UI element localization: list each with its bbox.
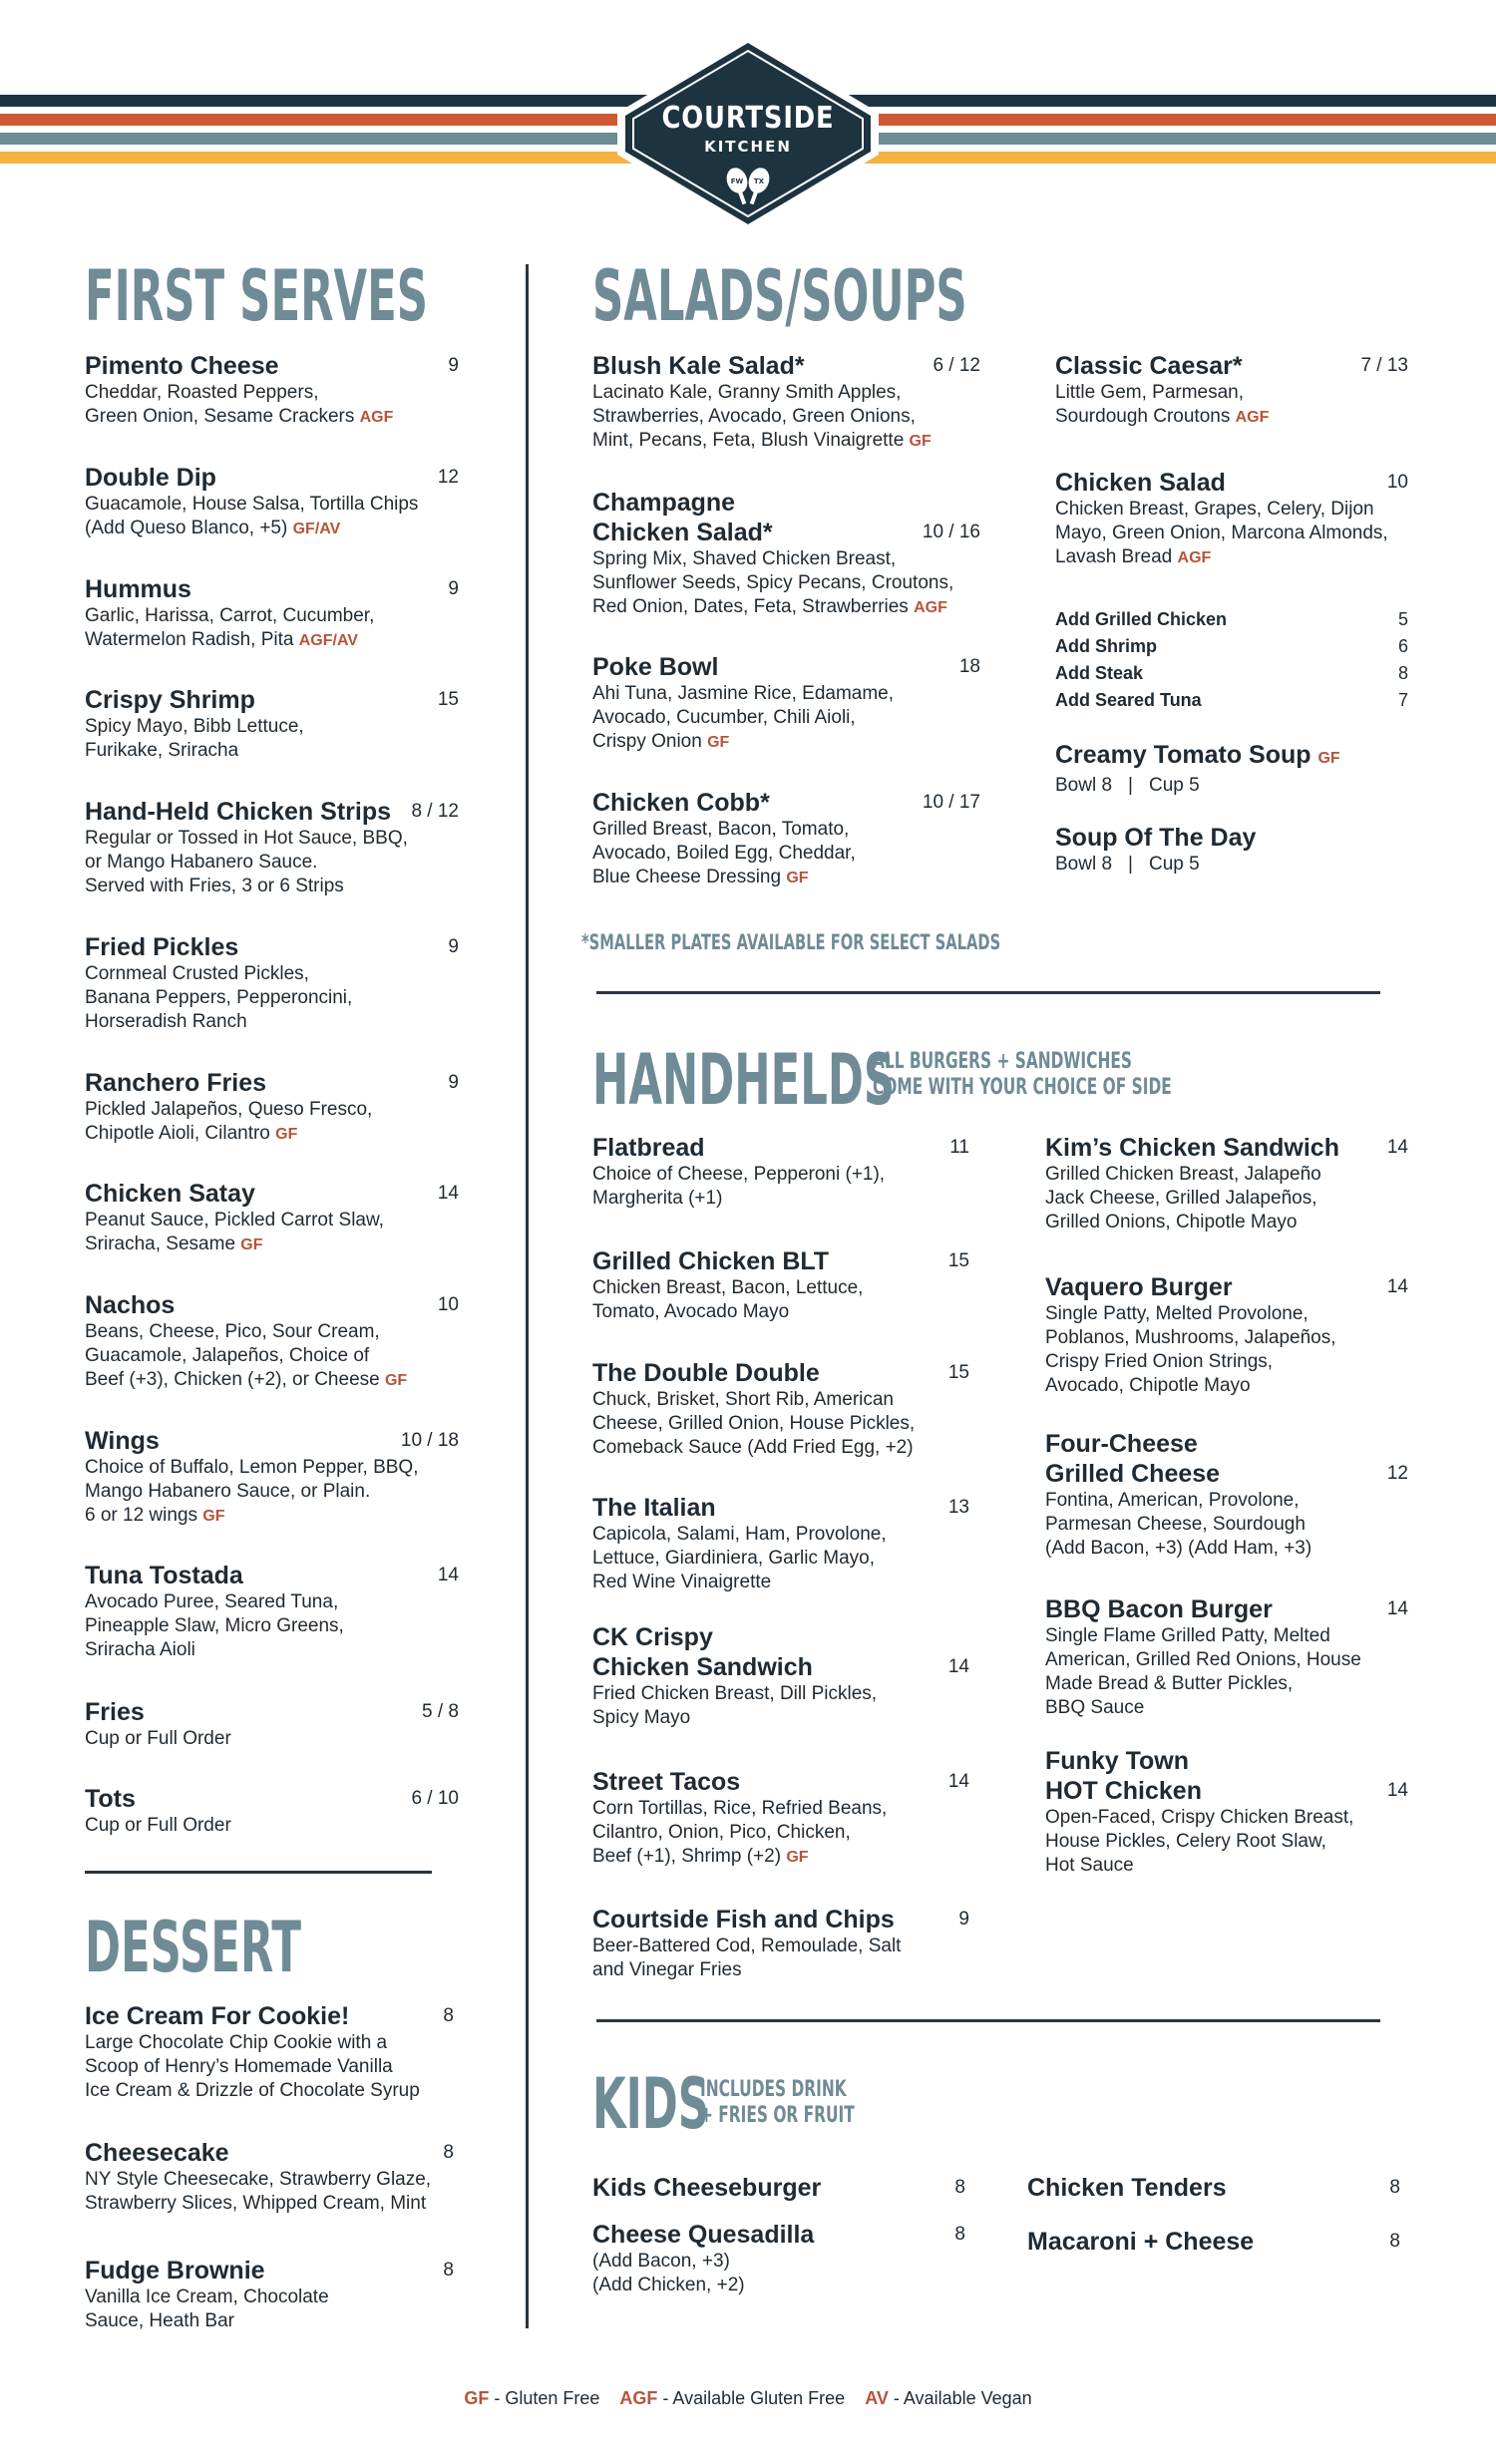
menu-item-chicken-satay bbox=[85, 1179, 459, 1257]
item-name: BBQ Bacon Burger bbox=[1045, 1595, 1273, 1623]
dietary-tag: GF bbox=[707, 734, 730, 751]
item-price: 14 bbox=[947, 1656, 969, 1677]
item-name: Fries bbox=[85, 1698, 145, 1726]
dietary-tag: AGF bbox=[914, 599, 947, 616]
menu-item-chicken-tenders bbox=[1027, 2173, 1400, 2203]
item-name: Chicken Salad bbox=[1055, 469, 1226, 497]
item-name: Vaquero Burger bbox=[1045, 1273, 1233, 1301]
item-price: 10 bbox=[437, 1294, 459, 1315]
legend-agf-code: AGF bbox=[619, 2388, 658, 2408]
item-description: Cheddar, Roasted Peppers, Green Onion, Sesame Crackers bbox=[85, 382, 355, 427]
item-price: 14 bbox=[947, 1771, 969, 1792]
item-description: Fontina, American, Provolone, Parmesan Cheese, Sourdough (Add Bacon, +3) (Add Ham, +3) bbox=[1045, 1490, 1312, 1559]
item-price: 10 bbox=[1386, 472, 1408, 493]
item-description: Garlic, Harissa, Carrot, Cucumber, Watermelon Radish, Pita bbox=[85, 605, 375, 650]
addon-label: Add Shrimp bbox=[1055, 636, 1157, 656]
item-price: 9 bbox=[448, 936, 459, 957]
item-price: 8 bbox=[443, 2005, 454, 2026]
item-description: Beer-Battered Cod, Remoulade, Salt and Vinegar Fries bbox=[592, 1936, 902, 1980]
item-description: Capicola, Salami, Ham, Provolone, Lettuce, Giardiniera, Garlic Mayo, Red Wine Vinaigrette bbox=[592, 1524, 887, 1592]
item-name: Hand-Held Chicken Strips bbox=[85, 798, 391, 826]
menu-item-ck-crispy-chicken-sandwich bbox=[592, 1622, 969, 1730]
item-price: 15 bbox=[947, 1362, 969, 1383]
menu-item-poke-bowl bbox=[592, 652, 980, 755]
menu-item-crispy-shrimp bbox=[85, 685, 459, 763]
dietary-tag: GF/AV bbox=[292, 521, 341, 537]
menu-item-cheesecake bbox=[85, 2138, 454, 2216]
menu-item-courtside-fish-and-chips bbox=[592, 1905, 969, 1982]
item-name: Ice Cream For Cookie! bbox=[85, 2002, 350, 2030]
item-description: (Add Bacon, +3) (Add Chicken, +2) bbox=[592, 2251, 745, 2295]
item-price: 8 bbox=[443, 2142, 454, 2163]
item-description: Grilled Chicken Breast, Jalapeño Jack Cheese, Grilled Jalapeños, Grilled Onions, Chipotle Mayo bbox=[1045, 1164, 1321, 1232]
column-divider bbox=[526, 264, 529, 2328]
addon-price: 8 bbox=[1397, 663, 1408, 683]
badge-right-text: TX bbox=[753, 177, 765, 185]
item-description: NY Style Cheesecake, Strawberry Glaze, Strawberry Slices, Whipped Cream, Mint bbox=[85, 2169, 432, 2214]
item-price: 14 bbox=[1386, 1137, 1408, 1158]
soup-separator: | bbox=[1128, 775, 1133, 796]
item-description: Choice of Cheese, Pepperoni (+1), Margherita (+1) bbox=[592, 1164, 886, 1209]
menu-item-fudge-brownie bbox=[85, 2256, 454, 2333]
item-name: Tuna Tostada bbox=[85, 1562, 243, 1589]
item-price: 8 bbox=[443, 2260, 454, 2281]
menu-item-tuna-tostada bbox=[85, 1561, 459, 1662]
item-description: Spicy Mayo, Bibb Lettuce, Furikake, Sriracha bbox=[85, 716, 304, 761]
dietary-tag: GF bbox=[384, 1372, 408, 1389]
item-price: 14 bbox=[437, 1565, 459, 1585]
logo-title: COURTSIDE bbox=[661, 101, 835, 136]
item-price: 10 / 16 bbox=[922, 522, 980, 542]
item-name: Champagne Chicken Salad* bbox=[592, 489, 773, 546]
legend-gf-code: GF bbox=[464, 2388, 490, 2408]
item-price: 14 bbox=[1386, 1276, 1408, 1297]
menu-item-double-dip bbox=[85, 463, 459, 541]
item-name: Crispy Shrimp bbox=[85, 686, 255, 714]
item-price: 8 bbox=[954, 2177, 965, 2198]
item-description: Little Gem, Parmesan, Sourdough Croutons bbox=[1055, 382, 1245, 427]
menu-item-grilled-chicken-blt bbox=[592, 1246, 969, 1324]
item-name: Funky Town HOT Chicken bbox=[1045, 1747, 1202, 1805]
item-name: Chicken Tenders bbox=[1027, 2174, 1227, 2202]
menu-item-four-cheese-grilled-cheese bbox=[1045, 1429, 1408, 1561]
dietary-tag: GF bbox=[275, 1126, 298, 1143]
item-price: 18 bbox=[958, 656, 980, 677]
item-name: Tots bbox=[85, 1785, 136, 1813]
dietary-tag: GF bbox=[1317, 750, 1340, 767]
item-description: Open-Faced, Crispy Chicken Breast, House Pickles, Celery Root Slaw, Hot Sauce bbox=[1045, 1807, 1354, 1876]
item-description: Fried Chicken Breast, Dill Pickles, Spicy Mayo bbox=[592, 1683, 878, 1728]
menu-item-pimento-cheese bbox=[85, 351, 459, 430]
legend-gf-label: - Gluten Free bbox=[489, 2388, 600, 2408]
item-name: Fudge Brownie bbox=[85, 2257, 265, 2285]
item-description: Pickled Jalapeños, Queso Fresco, Chipotle Aioli, Cilantro bbox=[85, 1099, 373, 1144]
menu-item-champagne-chicken-salad bbox=[592, 488, 980, 620]
item-description: Beans, Cheese, Pico, Sour Cream, Guacamole, Jalapeños, Choice of Beef (+3), Chicken (+2), or Cheese bbox=[85, 1321, 380, 1390]
soup-bowl-price: Bowl 8 bbox=[1055, 775, 1113, 796]
item-price: 14 bbox=[1386, 1598, 1408, 1619]
item-description: Chicken Breast, Bacon, Lettuce, Tomato, Avocado Mayo bbox=[592, 1277, 864, 1322]
legend-agf-label: - Available Gluten Free bbox=[657, 2388, 846, 2408]
dessert-heading: DESSERT bbox=[85, 1907, 301, 1988]
item-price: 7 / 13 bbox=[1360, 355, 1408, 376]
menu-item-the-italian bbox=[592, 1493, 969, 1594]
item-description: Single Flame Grilled Patty, Melted American, Grilled Red Onions, House Made Bread & Butter Pickles, BBQ Sauce bbox=[1045, 1625, 1361, 1718]
item-price: 9 bbox=[448, 578, 459, 599]
item-name: The Italian bbox=[592, 1494, 716, 1522]
kids-subnote-text: INCLUDES DRINK + FRIES OR FRUIT bbox=[700, 2077, 855, 2128]
menu-item-fried-pickles bbox=[85, 932, 459, 1034]
item-description: Chicken Breast, Grapes, Celery, Dijon Mayo, Green Onion, Marcona Almonds, Lavash Bread bbox=[1055, 499, 1388, 567]
first-serves-rule bbox=[85, 1871, 432, 1874]
first-serves-heading: FIRST SERVES bbox=[85, 255, 429, 337]
soup-name: Creamy Tomato Soup bbox=[1055, 741, 1311, 769]
item-price: 13 bbox=[947, 1497, 969, 1518]
item-price: 10 / 18 bbox=[400, 1430, 459, 1451]
menu-item-tots bbox=[85, 1784, 459, 1838]
item-description: Guacamole, House Salsa, Tortilla Chips (Add Queso Blanco, +5) bbox=[85, 494, 419, 538]
addon-add-steak bbox=[1055, 660, 1408, 686]
item-description: Vanilla Ice Cream, Chocolate Sauce, Heath Bar bbox=[85, 2287, 329, 2331]
item-price: 12 bbox=[1386, 1463, 1408, 1484]
soup-separator: | bbox=[1128, 854, 1133, 875]
addon-price: 7 bbox=[1397, 690, 1408, 710]
salads-rule bbox=[596, 991, 1380, 994]
courtside-kitchen-logo bbox=[611, 33, 885, 234]
menu-item-vaquero-burger bbox=[1045, 1272, 1408, 1398]
item-description: Grilled Breast, Bacon, Tomato, Avocado, Boiled Egg, Cheddar, Blue Cheese Dressing bbox=[592, 819, 856, 887]
item-price: 8 bbox=[1389, 2177, 1400, 2198]
item-name: Macaroni + Cheese bbox=[1027, 2228, 1255, 2256]
item-price: 11 bbox=[949, 1137, 969, 1158]
addon-price: 6 bbox=[1397, 636, 1408, 656]
item-name: Cheesecake bbox=[85, 2139, 229, 2167]
item-description: Single Patty, Melted Provolone, Poblanos, Mushrooms, Jalapeños, Crispy Fried Onion Strings, Avocado, Chipotle Mayo bbox=[1045, 1303, 1336, 1396]
menu-item-nachos bbox=[85, 1290, 459, 1393]
dietary-tag: AGF bbox=[1235, 409, 1270, 426]
legend-av-label: - Available Vegan bbox=[888, 2388, 1032, 2408]
item-price: 9 bbox=[448, 355, 459, 376]
menu-item-street-tacos bbox=[592, 1767, 969, 1870]
menu-item-ranchero-fries bbox=[85, 1068, 459, 1147]
item-name: Grilled Chicken BLT bbox=[592, 1247, 830, 1275]
menu-item-the-double-double bbox=[592, 1358, 969, 1460]
menu-item-bbq-bacon-burger bbox=[1045, 1594, 1408, 1720]
item-name: Ranchero Fries bbox=[85, 1069, 267, 1097]
item-name: Chicken Cobb* bbox=[592, 789, 770, 817]
item-price: 14 bbox=[437, 1183, 459, 1204]
item-price: 8 bbox=[1389, 2231, 1400, 2252]
menu-item-chicken-cobb bbox=[592, 788, 980, 890]
addon-add-grilled-chicken bbox=[1055, 606, 1408, 632]
item-name: Courtside Fish and Chips bbox=[592, 1906, 895, 1934]
item-description: Cup or Full Order bbox=[85, 1728, 231, 1749]
item-name: The Double Double bbox=[592, 1359, 820, 1387]
item-name: Pimento Cheese bbox=[85, 352, 279, 380]
item-name: Wings bbox=[85, 1427, 160, 1455]
item-description: Large Chocolate Chip Cookie with a Scoop of Henry’s Homemade Vanilla Ice Cream & Drizzle of Chocolate Syrup bbox=[85, 2032, 420, 2101]
item-price: 9 bbox=[448, 1072, 459, 1093]
handhelds-heading: HANDHELDS bbox=[592, 1039, 896, 1121]
soup-soup-of-the-day bbox=[1055, 823, 1256, 877]
menu-item-flatbread bbox=[592, 1133, 969, 1211]
menu-item-ice-cream-for-cookie bbox=[85, 2001, 454, 2103]
item-name: Nachos bbox=[85, 1291, 176, 1319]
item-price: 14 bbox=[1386, 1780, 1408, 1801]
item-name: Flatbread bbox=[592, 1134, 705, 1162]
soup-name: Soup Of The Day bbox=[1055, 824, 1257, 852]
menu-item-chicken-salad bbox=[1055, 468, 1408, 570]
item-description: Ahi Tuna, Jasmine Rice, Edamame, Avocado, Cucumber, Chili Aioli, Crispy Onion bbox=[592, 683, 895, 752]
item-name: Kim’s Chicken Sandwich bbox=[1045, 1134, 1339, 1162]
handhelds-rule bbox=[596, 2019, 1380, 2022]
item-price: 15 bbox=[947, 1250, 969, 1271]
item-price: 5 / 8 bbox=[422, 1701, 459, 1722]
dietary-tag: GF bbox=[786, 1849, 809, 1866]
soup-bowl-price: Bowl 8 bbox=[1055, 854, 1113, 875]
item-description: Spring Mix, Shaved Chicken Breast, Sunflower Seeds, Spicy Pecans, Croutons, Red Onion, Dates, Feta, Strawberries bbox=[592, 548, 954, 617]
item-name: Kids Cheeseburger bbox=[592, 2174, 822, 2202]
item-price: 15 bbox=[437, 689, 459, 710]
item-name: Double Dip bbox=[85, 464, 216, 492]
addon-add-seared-tuna bbox=[1055, 687, 1408, 713]
menu-item-fries bbox=[85, 1697, 459, 1751]
item-description: Chuck, Brisket, Short Rib, American Cheese, Grilled Onion, House Pickles, Comeback Sauce (Add Fried Egg, +2) bbox=[592, 1389, 916, 1458]
item-name: Street Tacos bbox=[592, 1768, 741, 1796]
addon-label: Add Steak bbox=[1055, 663, 1144, 683]
menu-item-hummus bbox=[85, 574, 459, 653]
item-name: Poke Bowl bbox=[592, 653, 719, 681]
dietary-tag: AGF bbox=[359, 409, 394, 426]
item-name: Classic Caesar* bbox=[1055, 352, 1243, 380]
menu-item-wings bbox=[85, 1426, 459, 1529]
item-description: Avocado Puree, Seared Tuna, Pineapple Slaw, Micro Greens, Sriracha Aioli bbox=[85, 1591, 344, 1660]
dietary-tag: AGF bbox=[1177, 549, 1212, 566]
item-price: 9 bbox=[958, 1909, 969, 1930]
item-description: Cup or Full Order bbox=[85, 1815, 231, 1836]
item-description: Regular or Tossed in Hot Sauce, BBQ, or Mango Habanero Sauce. Served with Fries, 3 or 6 Strips bbox=[85, 828, 408, 896]
item-description: Cornmeal Crusted Pickles, Banana Peppers, Pepperoncini, Horseradish Ranch bbox=[85, 963, 353, 1032]
kids-heading: KIDS bbox=[592, 2063, 710, 2145]
menu-item-kids-cheeseburger bbox=[592, 2173, 965, 2203]
salads-footnote: *SMALLER PLATES AVAILABLE FOR SELECT SALADS bbox=[581, 930, 1001, 954]
dietary-tag: AGF/AV bbox=[298, 632, 358, 649]
item-price: 10 / 17 bbox=[922, 792, 980, 813]
addon-label: Add Seared Tuna bbox=[1055, 690, 1202, 710]
addon-label: Add Grilled Chicken bbox=[1055, 609, 1228, 629]
item-name: Fried Pickles bbox=[85, 933, 239, 961]
item-name: CK Crispy Chicken Sandwich bbox=[592, 1623, 813, 1681]
soup-cup-price: Cup 5 bbox=[1148, 854, 1200, 875]
dietary-tag: GF bbox=[786, 870, 809, 886]
addon-price: 5 bbox=[1397, 609, 1408, 629]
menu-item-blush-kale-salad bbox=[592, 351, 980, 454]
handhelds-subnote-text: ALL BURGERS + SANDWICHES COME WITH YOUR CHOICE OF SIDE bbox=[873, 1049, 1172, 1100]
item-price: 8 / 12 bbox=[411, 801, 459, 822]
menu-item-kim-s-chicken-sandwich bbox=[1045, 1133, 1408, 1234]
menu-item-macaroni-cheese bbox=[1027, 2227, 1400, 2257]
logo-subtitle: KITCHEN bbox=[704, 138, 792, 156]
item-name: Four-Cheese Grilled Cheese bbox=[1045, 1430, 1221, 1488]
salads-soups-heading: SALADS/SOUPS bbox=[592, 255, 967, 337]
item-description: Corn Tortillas, Rice, Refried Beans, Cilantro, Onion, Pico, Chicken, Beef (+1), Shrimp (+2) bbox=[592, 1798, 888, 1867]
item-name: Chicken Satay bbox=[85, 1180, 255, 1208]
badge-left-text: FW bbox=[730, 177, 744, 185]
item-price: 6 / 12 bbox=[933, 355, 980, 376]
item-description: Lacinato Kale, Granny Smith Apples, Strawberries, Avocado, Green Onions, Mint, Pecans, Feta, Blush Vinaigrette bbox=[592, 382, 916, 451]
item-description: Choice of Buffalo, Lemon Pepper, BBQ, Mango Habanero Sauce, or Plain. 6 or 12 wings bbox=[85, 1457, 419, 1526]
soup-creamy-tomato-soup bbox=[1055, 740, 1340, 798]
menu-item-hand-held-chicken-strips bbox=[85, 797, 459, 898]
item-name: Cheese Quesadilla bbox=[592, 2221, 815, 2249]
item-price: 8 bbox=[954, 2224, 965, 2245]
handhelds-subnote bbox=[873, 1049, 1172, 1101]
soup-cup-price: Cup 5 bbox=[1148, 775, 1200, 796]
item-price: 12 bbox=[437, 467, 459, 488]
dietary-tag: GF bbox=[202, 1508, 225, 1525]
dietary-legend bbox=[0, 2388, 1496, 2409]
dietary-tag: GF bbox=[240, 1236, 263, 1253]
item-name: Blush Kale Salad* bbox=[592, 352, 805, 380]
menu-item-classic-caesar bbox=[1055, 351, 1408, 430]
dietary-tag: GF bbox=[909, 433, 932, 450]
item-name: Hummus bbox=[85, 575, 191, 603]
item-description: Peanut Sauce, Pickled Carrot Slaw, Sriracha, Sesame bbox=[85, 1210, 384, 1254]
item-price: 6 / 10 bbox=[411, 1788, 459, 1809]
addon-add-shrimp bbox=[1055, 633, 1408, 659]
menu-item-funky-town-hot-chicken bbox=[1045, 1746, 1408, 1878]
kids-subnote bbox=[700, 2077, 855, 2129]
legend-av-code: AV bbox=[865, 2388, 889, 2408]
menu-item-cheese-quesadilla bbox=[592, 2220, 965, 2297]
